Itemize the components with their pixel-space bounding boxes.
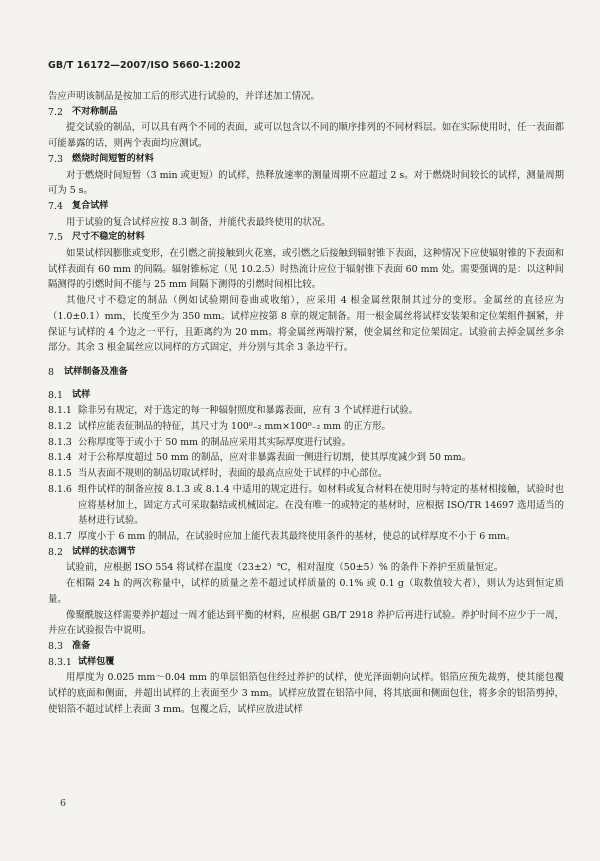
- clause-text: 除非另有规定，对于选定的每一种辐射照度和暴露表面，应有 3 个试样进行试验。: [78, 405, 419, 417]
- clause-number: 8.1.3: [48, 436, 72, 448]
- section-title: 不对称制品: [72, 106, 118, 117]
- paragraph: 告应声明该制品是按加工后的形式进行试验的，并详述加工情况。: [48, 91, 320, 102]
- page-number: 6: [60, 798, 67, 809]
- paragraph: 对于燃烧时间短暂（3 min 或更短）的试样，热释放速率的测量周期不应超过 2 s。对于燃烧时间较长的试样，测量周期可为 5 s。: [48, 169, 564, 197]
- section-title: 试样: [72, 389, 91, 400]
- clause-number: 8.1.2: [48, 421, 72, 433]
- clause-text: 当从表面不规则的制品切取试样时，表面的最高点应处于试样的中心部位。: [78, 468, 388, 480]
- section-number: 7.2: [48, 106, 63, 118]
- section-title: 尺寸不稳定的材料: [72, 232, 145, 243]
- paragraph: 用于试验的复合试样应按 8.3 制备，并能代表最终使用的状况。: [66, 216, 331, 228]
- section-heading: [48, 230, 564, 246]
- paragraph: 用厚度为 0.025 mm～0.04 mm 的单层铝箔包住经过养护的试样，使光泽面朝向试样。铝箔应预先裁剪，使其能包覆试样的底面和侧面，并超出试样的上表面至少 3 mm。试样应放置在铝箔中间，将其底面和侧面包住，将多余的铝箔剪掉，使铝箔不超过试样上表面 3 mm。包覆之后，试样应放进试样: [48, 672, 564, 715]
- section-heading: [48, 365, 564, 381]
- running-header: GB/T 16172—2007/ISO 5660-1:2002: [48, 60, 241, 71]
- section-number: 7.3: [48, 153, 63, 165]
- clause-item: [48, 482, 564, 529]
- clause-item: [48, 450, 564, 466]
- section-title: 试样制备及准备: [64, 366, 128, 377]
- clause-number: 8.1.4: [48, 452, 72, 464]
- clause-text: 组件试样的制备应按 8.1.3 或 8.1.4 中适用的规定进行。如材料或复合材料在使用时与特定的基材相接触，试验时也应将基材加上，固定方式可采取黏结或机械固定。在没有唯一的或特定的基材时，应根据 ISO/TR 14697 选用适当的基材进行试验。: [78, 483, 564, 527]
- section-number: 8.1: [48, 389, 63, 401]
- paragraph: 像聚酰胺这样需要养护超过一周才能达到平衡的材料，应根据 GB/T 2918 养护后再进行试验。养护时间不应少于一周，并应在试验报告中说明。: [48, 609, 564, 637]
- section-heading: [48, 388, 564, 404]
- paragraph: 在相隔 24 h 的两次称量中，试样的质量之差不超过试样质量的 0.1% 或 0.1 g（取数值较大者），则认为达到恒定质量。: [48, 578, 564, 605]
- clause-item: [48, 435, 564, 451]
- clause-item: [48, 466, 564, 482]
- clause-item: [48, 419, 564, 435]
- section-heading: [48, 545, 564, 561]
- clause-text: 试样应能表征制品的特征，其尺寸为 100⁰₋₂ mm×100⁰₋₂ mm 的正方形。: [78, 421, 391, 433]
- section-number: 8: [48, 366, 54, 378]
- clause-number: 8.1.7: [48, 530, 72, 542]
- section-number: 7.5: [48, 232, 63, 244]
- section-title: 复合试样: [72, 200, 109, 211]
- paragraph: 提交试验的制品，可以具有两个不同的表面，或可以包含以不同的顺序排列的不同材料层。如在实际使用时，任一表面都可能暴露的话，则两个表面均应测试。: [48, 122, 564, 150]
- clause-number: 8.1.6: [48, 483, 72, 495]
- section-heading: [48, 105, 564, 121]
- clause-text: 厚度小于 6 mm 的制品，在试验时应加上能代表其最终使用条件的基材，使总的试样厚度不小于 6 mm。: [78, 530, 516, 542]
- section-heading: [48, 152, 564, 168]
- section-title: 试样包覆: [78, 656, 115, 667]
- section-number: 8.3: [48, 640, 63, 652]
- paragraph: 其他尺寸不稳定的制品（例如试验期间卷曲或收缩），应采用 4 根金属丝限制其过分的变形。金属丝的直径应为（1.0±0.1）mm，长度至少为 350 mm。试样应按第 8 章的规定制备。用一根金属丝将试样安装架和定位架组件捆紧，并保证与试样的 4 个边之一平行，且距离约为 20 mm。将金属丝两端拧紧，使金属丝和定位架固定。试验前去掉金属丝多余部分。其余 3 根金属丝应以同样的方式固定，并分别与其余 3 条边平行。: [48, 295, 564, 354]
- section-title: 燃烧时间短暂的材料: [72, 153, 154, 164]
- paragraph: 试验前，应根据 ISO 554 将试样在温度（23±2）℃，相对湿度（50±5）% 的条件下养护至质量恒定。: [66, 562, 504, 574]
- clause-text: 对于公称厚度超过 50 mm 的制品，应对非暴露表面一侧进行切割，使其厚度减少到 50 mm。: [78, 452, 472, 464]
- section-number: 8.2: [48, 546, 63, 558]
- section-heading: [48, 655, 564, 671]
- paragraph: 如果试样因膨胀或变形，在引燃之前接触到火花塞，或引燃之后接触到辐射锥下表面，这种情况下应使辐射锥的下表面和试样表面有 60 mm 的间隔。辐射锥标定（见 10.2.5）时热流计应位于辐射锥下表面 60 mm 处。需要强调的是：以这种间隔测得的引燃时间不能与 25 mm 间隔下测得的引燃时间相比较。: [48, 248, 564, 291]
- section-title: 准备: [72, 640, 91, 651]
- section-title: 试样的状态调节: [72, 546, 136, 557]
- clause-number: 8.1.1: [48, 405, 72, 417]
- section-number: 8.3.1: [48, 656, 72, 668]
- page-body: [48, 89, 564, 717]
- clause-number: 8.1.5: [48, 468, 72, 480]
- section-number: 7.4: [48, 200, 63, 212]
- section-heading: [48, 199, 564, 215]
- section-heading: [48, 639, 564, 655]
- clause-item: [48, 403, 564, 419]
- clause-text: 公称厚度等于或小于 50 mm 的制品应采用其实际厚度进行试验。: [78, 436, 352, 448]
- clause-item: [48, 529, 564, 545]
